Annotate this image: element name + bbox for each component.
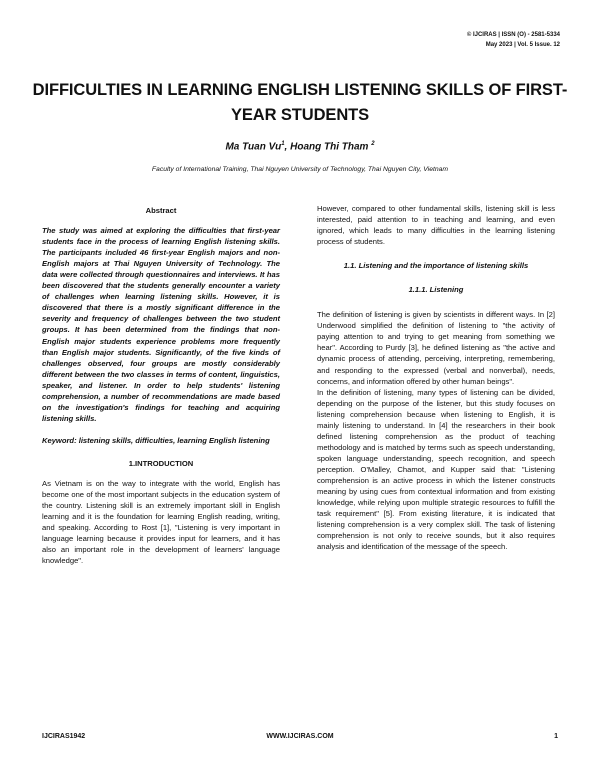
abstract-heading: Abstract	[145, 206, 177, 215]
journal-header	[467, 30, 560, 50]
journal-issn: © IJCIRAS | ISSN (O) - 2581-5334	[466, 32, 560, 38]
section-heading: 1.1. Listening and the importance of listening skills	[343, 261, 529, 271]
affiliation: Faculty of International Training, Thai Nguyen University of Technology, Thai Nguyen City, Vietnam	[151, 166, 449, 173]
left-column	[42, 205, 280, 566]
footer-paper-id: IJCIRAS1942	[42, 733, 86, 740]
author-separator: ,	[284, 141, 291, 153]
paper-title: DIFFICULTIES IN LEARNING ENGLISH LISTENING SKILLS OF FIRST-YEAR STUDENTS	[32, 81, 568, 124]
keywords: Keyword: listening skills, difficulties, learning English listening	[42, 435, 270, 445]
subsection-heading: 1.1.1. Listening	[408, 285, 464, 295]
introduction-paragraph: As Vietnam is on the way to integrate with the world, English has become one of the most important subjects in the education system of the country. Listening skill is an extremely important skill in English learning and it is the foundation for learning English reading, writing, and speaking. According to Rost [1], "Listening is very important in language learning because it provides input for learners, and it has also an important role in the development of learners' language knowledge".	[42, 478, 280, 566]
listening-comprehension-paragraph: In the definition of listening, many types of listening can be divided, depending on the purpose of the listener, but this study focuses on listening comprehension because when listening to English, it is mainly listening to understand. In [4] the researchers in their book defined listening comprehension as the product of teaching methodology and is matched by terms such as speech understanding, spoken language understanding, speech recognition, and speech perception. O'Malley, Chamot, and Kupper said that: "Listening comprehension is an active process in which the listener constructs meaning by using cues from contextual information and from existing knowledge, while relying upon multiple strategic resources to fulfill the task requirement" [5]. From existing literature, it is indicated that listening comprehension is a very complex skill. The task of listening comprehension is not only to receive sounds, but it also requires analysis and identification of the message of the speech.	[317, 387, 555, 552]
introduction-heading: 1.INTRODUCTION	[128, 458, 194, 468]
journal-issue: May 2023 | Vol. 5 Issue. 12	[485, 42, 560, 48]
author-2: Hoang Thi Tham	[290, 141, 372, 153]
authors	[0, 141, 600, 152]
page-number: 1	[554, 733, 558, 740]
author-2-affiliation-mark: 2	[371, 141, 375, 147]
footer-website: WWW.IJCIRAS.COM	[266, 733, 334, 740]
right-column	[317, 203, 555, 552]
introduction-continued: However, compared to other fundamental skills, listening skill is less interested, paid attention to in teaching and learning, and even ignored, which leads to many difficulties in the learning listening process of students.	[317, 204, 555, 247]
author-1-affiliation-mark: 1	[281, 141, 285, 147]
author-1: Ma Tuan Vu	[225, 141, 282, 153]
listening-definition-paragraph: The definition of listening is given by scientists in different ways. In [2] Underwood simplified the definition of listening to "the activity of paying attention to and trying to get meaning from something we hear". According to Purdy [3], he defined listening as "the active and dynamic process of attending, perceiving, interpreting, remembering, and responding to the expressed (verbal and nonverbal), needs, concerns, and information offered by other human beings".	[317, 310, 555, 386]
abstract-body: The study was aimed at exploring the difficulties that first-year students face in the process of learning English listening skills. The participants included 46 first-year English majors and non-English majors at Thai Nguyen University of Technology. The data were collected through questionnaires and interviews. It has been discovered that the students generally encounter a variety of challenges when learning listening skills. However, it is discovered that there is a mostly significant difference in the severity and frequency of challenges between the two student groups. It has been determined from the findings that non-English major students experience problems more frequently than English major students. Significantly, of the five kinds of challenges observed, four groups are mostly considerably different between the two classes in terms of content, linguistics, speaker, and listener. In order to help students' listening comprehension, a number of recommendations are made based on the investigation's findings for teaching and acquiring listening skills.	[42, 226, 280, 423]
